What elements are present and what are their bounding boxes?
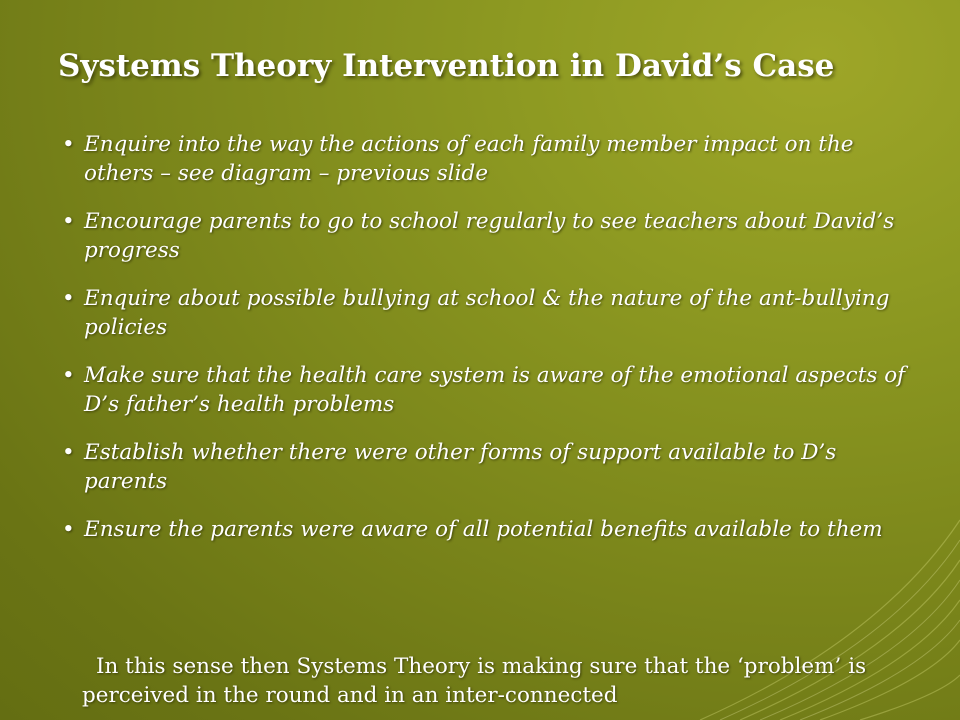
bullet-marker: • [62, 363, 75, 388]
bullet-item [62, 207, 912, 265]
bullet-list [62, 130, 912, 563]
bullet-item [62, 130, 912, 188]
closing-paragraph: In this sense then Systems Theory is making sure that the ‘problem’ is perceived in the round and in an inter-connected [82, 654, 867, 708]
bullet-text: Enquire into the way the actions of each family member impact on the others – see diagram – previous slide [84, 132, 854, 186]
bullet-marker: • [62, 286, 75, 311]
bullet-item [62, 361, 912, 419]
bullet-item [62, 515, 912, 544]
slide-title: Systems Theory Intervention in David’s Case [58, 48, 835, 84]
bullet-marker: • [62, 440, 75, 465]
bullet-text: Establish whether there were other forms of support available to D’s parents [84, 440, 837, 494]
bullet-text: Ensure the parents were aware of all potential benefits available to them [84, 517, 883, 542]
bullet-marker: • [62, 132, 75, 157]
bullet-item [62, 438, 912, 496]
bullet-marker: • [62, 517, 75, 542]
bullet-text: Encourage parents to go to school regularly to see teachers about David’s progress [84, 209, 895, 263]
bullet-marker: • [62, 209, 75, 234]
bullet-text: Make sure that the health care system is aware of the emotional aspects of D’s father’s health problems [84, 363, 906, 417]
bullet-text: Enquire about possible bullying at school & the nature of the ant-bullying policies [84, 286, 890, 340]
bullet-item [62, 284, 912, 342]
